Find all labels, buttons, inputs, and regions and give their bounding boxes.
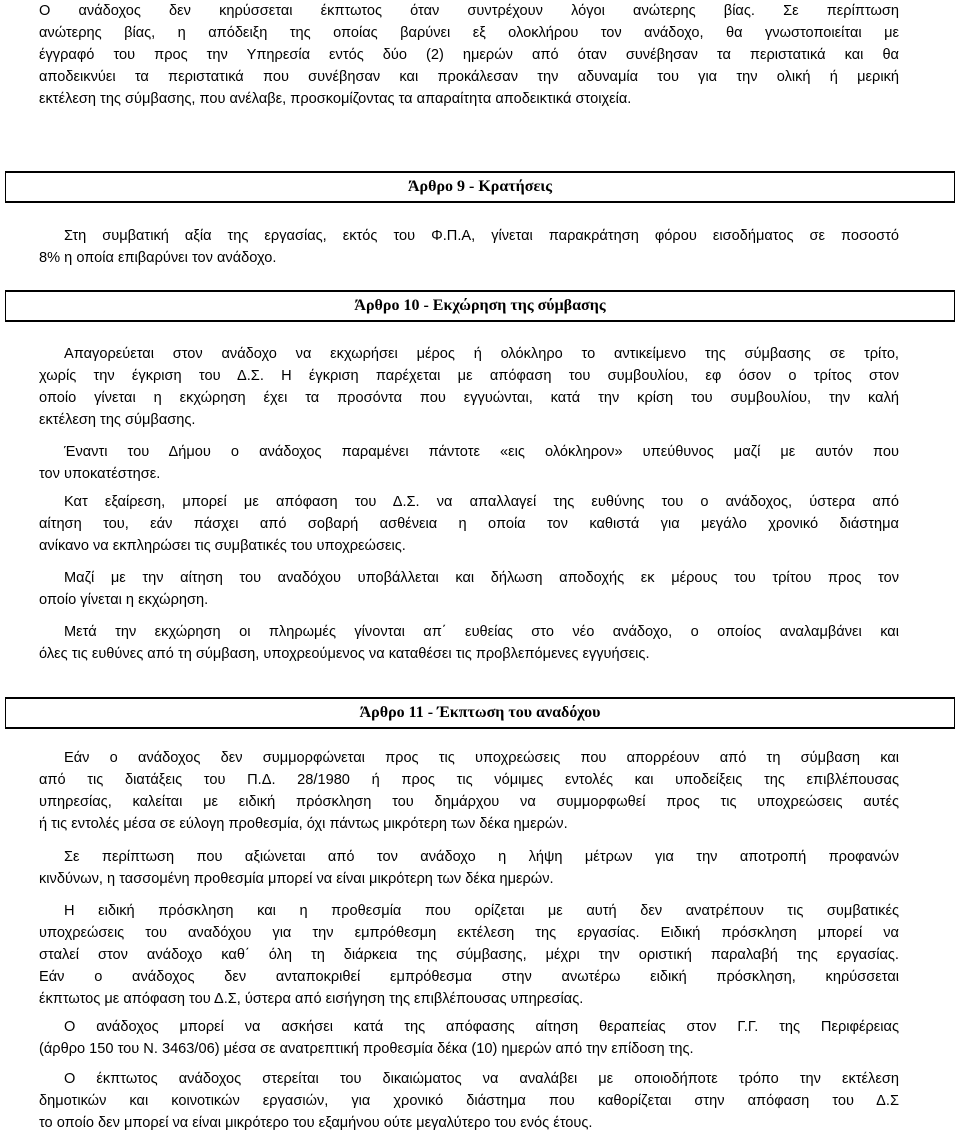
- text-line: οποίο γίνεται η εκχώρηση.: [39, 592, 209, 608]
- text-line: το οποίο δεν μπορεί να είναι μικρότερο του εξαμήνου ούτε μεγαλύτερο του ενός έτους.: [39, 1115, 593, 1131]
- text-line: Ο ανάδοχος δεν κηρύσσεται έκπτωτος όταν συντρέχουν λόγοι ανώτερης βίας. Σε περίπτωση: [39, 3, 899, 19]
- text-line: 8% η οποία επιβαρύνει τον ανάδοχο.: [39, 250, 277, 266]
- text-line: Μετά την εκχώρηση οι πληρωμές γίνονται απ΄ ευθείας στο νέο ανάδοχο, ο οποίος αναλαμβάνει και: [64, 624, 899, 640]
- text-line: ή τις εντολές μέσα σε εύλογη προθεσμία, όχι πάντως μικρότερη των δέκα ημερών.: [39, 816, 568, 832]
- text-line: υπηρεσίας, καλείται με ειδική πρόσκληση του δημάρχου να συμμορφωθεί προς τις υποχρεώσεις αυτές: [39, 794, 899, 810]
- text-line: ανώτερης βίας, η απόδειξη της οποίας βαρύνει εξ ολοκλήρου τον ανάδοχο, θα γνωστοποιείται με: [39, 25, 899, 41]
- text-line: Ο ανάδοχος μπορεί να ασκήσει κατά της απόφασης αίτηση θεραπείας στον Γ.Γ. της Περιφέρειας: [64, 1019, 899, 1035]
- text-line: Στη συμβατική αξία της εργασίας, εκτός του Φ.Π.Α, γίνεται παρακράτηση φόρου εισοδήματος σε ποσοστό: [64, 228, 899, 244]
- article-9-paragraph: [39, 225, 899, 269]
- text-line: Απαγορεύεται στον ανάδοχο να εκχωρήσει μέρος ή ολόκληρο το αντικείμενο της σύμβασης σε τρίτο,: [64, 346, 899, 362]
- article-10-paragraph: [39, 567, 899, 611]
- article-11-paragraph: [39, 1016, 899, 1060]
- text-line: (άρθρο 150 του Ν. 3463/06) μέσα σε ανατρεπτική προθεσμία δέκα (10) ημερών από την επίδοση της.: [39, 1041, 694, 1057]
- text-line: υποχρεώσεις του αναδόχου για την εμπρόθεσμη εκτέλεση της εργασίας. Ειδική πρόσκληση μπορεί να: [39, 925, 899, 941]
- text-line: Σε περίπτωση που αξιώνεται από τον ανάδοχο η λήψη μέτρων για την αποτροπή προφανών: [64, 849, 899, 865]
- article-10-paragraph: [39, 491, 899, 557]
- article-11-title: Άρθρο 11 - Έκπτωση του αναδόχου: [359, 704, 601, 721]
- text-line: σταλεί στον ανάδοχο καθ΄ όλη τη διάρκεια της σύμβασης, μέχρι την οριστική παραλαβή της εργασίας.: [39, 947, 899, 963]
- text-line: Εάν ο ανάδοχος δεν ανταποκριθεί εμπρόθεσμα στην ανωτέρω ειδική πρόσκληση, κηρύσσεται: [39, 969, 899, 985]
- article-11-paragraph: [39, 846, 899, 890]
- text-line: εκτέλεση της σύμβασης.: [39, 412, 196, 428]
- text-line: χωρίς την έγκριση του Δ.Σ. Η έγκριση παρέχεται με απόφαση του συμβουλίου, εφ όσον ο τρίτος στον: [39, 368, 899, 384]
- text-line: εκτέλεση της σύμβασης, που ανέλαβε, προσκομίζοντας τα απαραίτητα αποδεικτικά στοιχεία.: [39, 91, 632, 107]
- text-line: όλες τις ευθύνες από τη σύμβαση, υποχρεούμενος να καταθέσει τις προβλεπόμενες εγγυήσεις.: [39, 646, 650, 662]
- article-11-paragraph: [39, 1068, 899, 1134]
- text-line: δημοτικών και κοινοτικών εργασιών, για χρονικό διάστημα που καθορίζεται στην απόφαση του Δ.Σ: [39, 1093, 899, 1109]
- text-line: κινδύνων, η τασσομένη προθεσμία μπορεί να είναι μικρότερη των δέκα ημερών.: [39, 871, 554, 887]
- text-line: τον υποκατέστησε.: [39, 466, 161, 482]
- text-line: Εάν ο ανάδοχος δεν συμμορφώνεται προς τις υποχρεώσεις που απορρέουν από τη σύμβαση και: [64, 750, 899, 766]
- text-line: Ο έκπτωτος ανάδοχος στερείται του δικαιώματος να αναλάβει με οποιοδήποτε τρόπο την εκτέλεση: [64, 1071, 899, 1087]
- text-line: Κατ εξαίρεση, μπορεί με απόφαση του Δ.Σ. να απαλλαγεί της ευθύνης του ο ανάδοχος, ύστερα από: [64, 494, 899, 510]
- text-line: έκπτωτος με απόφαση του Δ.Σ, ύστερα από εισήγηση της επιβλέπουσας υπηρεσίας.: [39, 991, 584, 1007]
- text-line: οποίο γίνεται η εκχώρηση έχει τα προσόντα που εγγυώνται, κατά την κρίση του συμβουλίου, την καλή: [39, 390, 899, 406]
- article-9-title: Άρθρο 9 - Κρατήσεις: [407, 178, 552, 195]
- text-line: αποδεικνύει τα περιστατικά που συνέβησαν και προκάλεσαν την αδυναμία του για την ολική ή μερική: [39, 69, 899, 85]
- text-line: ανίκανο να εκπληρώσει τις συμβατικές του υποχρεώσεις.: [39, 538, 406, 554]
- article-10-heading: [5, 290, 955, 322]
- article-10-paragraph: [39, 343, 899, 431]
- text-line: από τις διατάξεις του Π.Δ. 28/1980 ή προς τις νόμιμες εντολές και υποδείξεις της επιβλέπουσας: [39, 772, 899, 788]
- article-11-paragraph: [39, 900, 899, 1010]
- text-line: Η ειδική πρόσκληση και η προθεσμία που ορίζεται με αυτή δεν ανατρέπουν τις συμβατικές: [64, 903, 899, 919]
- intro-paragraph: [39, 0, 899, 110]
- article-10-title: Άρθρο 10 - Εκχώρηση της σύμβασης: [354, 297, 606, 314]
- article-11-paragraph: [39, 747, 899, 835]
- article-11-heading: [5, 697, 955, 729]
- article-10-paragraph: [39, 441, 899, 485]
- article-9-heading: [5, 171, 955, 203]
- text-line: Έναντι του Δήμου ο ανάδοχος παραμένει πάντοτε «εις ολόκληρον» υπεύθυνος μαζί με αυτόν που: [64, 444, 899, 460]
- text-line: Μαζί με την αίτηση του αναδόχου υποβάλλεται και δήλωση αποδοχής εκ μέρους του τρίτου προς τον: [64, 570, 899, 586]
- article-10-paragraph: [39, 621, 899, 665]
- text-line: αίτηση του, εάν πάσχει από σοβαρή ασθένεια η οποία τον καθιστά για μεγάλο χρονικό διάστημα: [39, 516, 899, 532]
- text-line: έγγραφό του προς την Υπηρεσία εντός δύο (2) ημερών από όταν συνέβησαν τα περιστατικά και θα: [39, 47, 899, 63]
